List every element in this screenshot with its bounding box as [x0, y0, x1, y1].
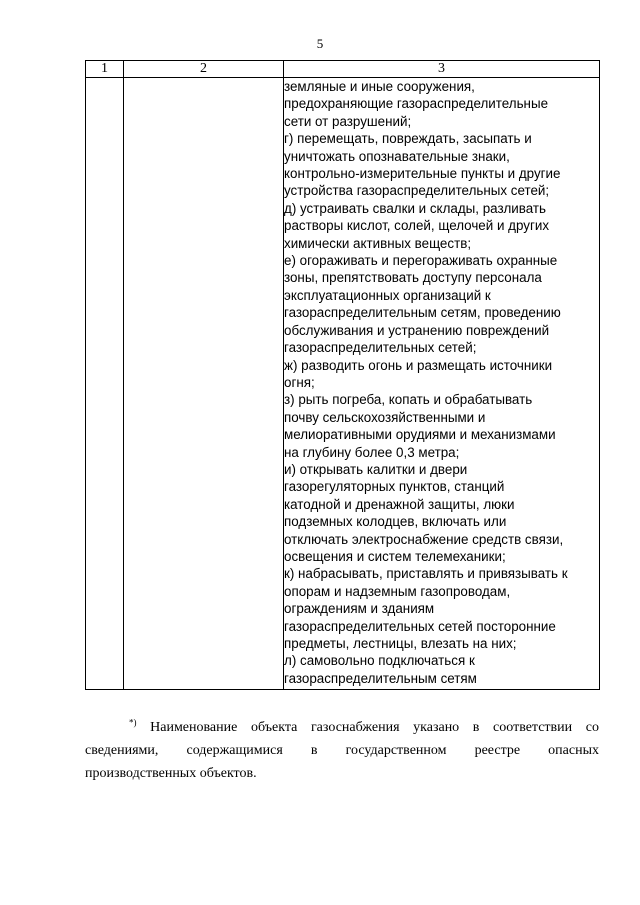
- text-line: огня;: [284, 374, 315, 390]
- text-line: зоны, препятствовать доступу персонала: [284, 270, 542, 286]
- text-line: л) самовольно подключаться к: [284, 653, 475, 669]
- text-line: почву сельскохозяйственными и: [284, 409, 486, 425]
- footnote-mark: *): [129, 717, 137, 728]
- text-line: устройства газораспределительных сетей;: [284, 183, 550, 199]
- text-line: предметы, лестницы, влезать на них;: [284, 636, 517, 651]
- text-line: эксплуатационных организаций к: [284, 287, 491, 303]
- footnote-line-2: сведениями, содержащимися в государственном реестре опасных: [85, 743, 599, 758]
- text-line: обслуживания и устранению повреждений: [284, 322, 550, 338]
- footnote: [85, 716, 599, 785]
- table-row: [86, 78, 600, 690]
- table-header-row: [86, 61, 600, 78]
- text-line: е) огораживать и перегораживать охранные: [284, 253, 558, 269]
- text-line: сети от разрушений;: [284, 113, 412, 129]
- document-table: [85, 60, 600, 690]
- text-line: на глубину более 0,3 метра;: [284, 444, 460, 460]
- text-line: земляные и иные сооружения,: [284, 79, 475, 94]
- column-1-cell: [86, 78, 124, 690]
- text-line: газораспределительным сетям: [284, 670, 477, 686]
- column-2-cell: [124, 78, 284, 690]
- text-line: ограждениям и зданиям: [284, 601, 435, 617]
- text-line: уничтожать опознавательные знаки,: [284, 148, 510, 164]
- column-header-1: 1: [86, 61, 124, 78]
- text-line: химически активных веществ;: [284, 235, 472, 251]
- text-line: и) открывать калитки и двери: [284, 461, 468, 477]
- text-line: растворы кислот, солей, щелочей и других: [284, 218, 550, 234]
- footnote-line-1: [85, 716, 599, 739]
- text-line: газораспределительным сетям, проведению: [284, 305, 561, 321]
- page-number: 5: [316, 36, 324, 51]
- column-header-2: 2: [124, 61, 284, 78]
- column-3-cell: [284, 78, 600, 690]
- text-line: з) рыть погреба, копать и обрабатывать: [284, 392, 533, 408]
- text-line: контрольно-измерительные пункты и другие: [284, 166, 561, 182]
- text-line: газораспределительных сетей посторонние: [284, 618, 556, 634]
- footnote-line-3: производственных объектов.: [85, 766, 257, 781]
- text-line: к) набрасывать, приставлять и привязывать к: [284, 566, 568, 582]
- footnote-text-1: Наименование объекта газоснабжения указано в соответствии со: [150, 720, 599, 735]
- column-header-3: 3: [284, 61, 600, 78]
- text-line: мелиоративными орудиями и механизмами: [284, 427, 556, 443]
- text-line: предохраняющие газораспределительные: [284, 96, 549, 112]
- text-line: отключать электроснабжение средств связи,: [284, 531, 564, 547]
- text-line: газорегуляторных пунктов, станций: [284, 479, 505, 495]
- text-line: катодной и дренажной защиты, люки: [284, 496, 515, 512]
- text-line: газораспределительных сетей;: [284, 340, 477, 356]
- text-line: д) устраивать свалки и склады, разливать: [284, 200, 546, 216]
- text-line: подземных колодцев, включать или: [284, 514, 507, 530]
- text-line: освещения и систем телемеханики;: [284, 548, 506, 564]
- text-line: г) перемещать, повреждать, засыпать и: [284, 131, 532, 147]
- text-line: опорам и надземным газопроводам,: [284, 583, 511, 599]
- text-line: ж) разводить огонь и размещать источники: [284, 357, 553, 373]
